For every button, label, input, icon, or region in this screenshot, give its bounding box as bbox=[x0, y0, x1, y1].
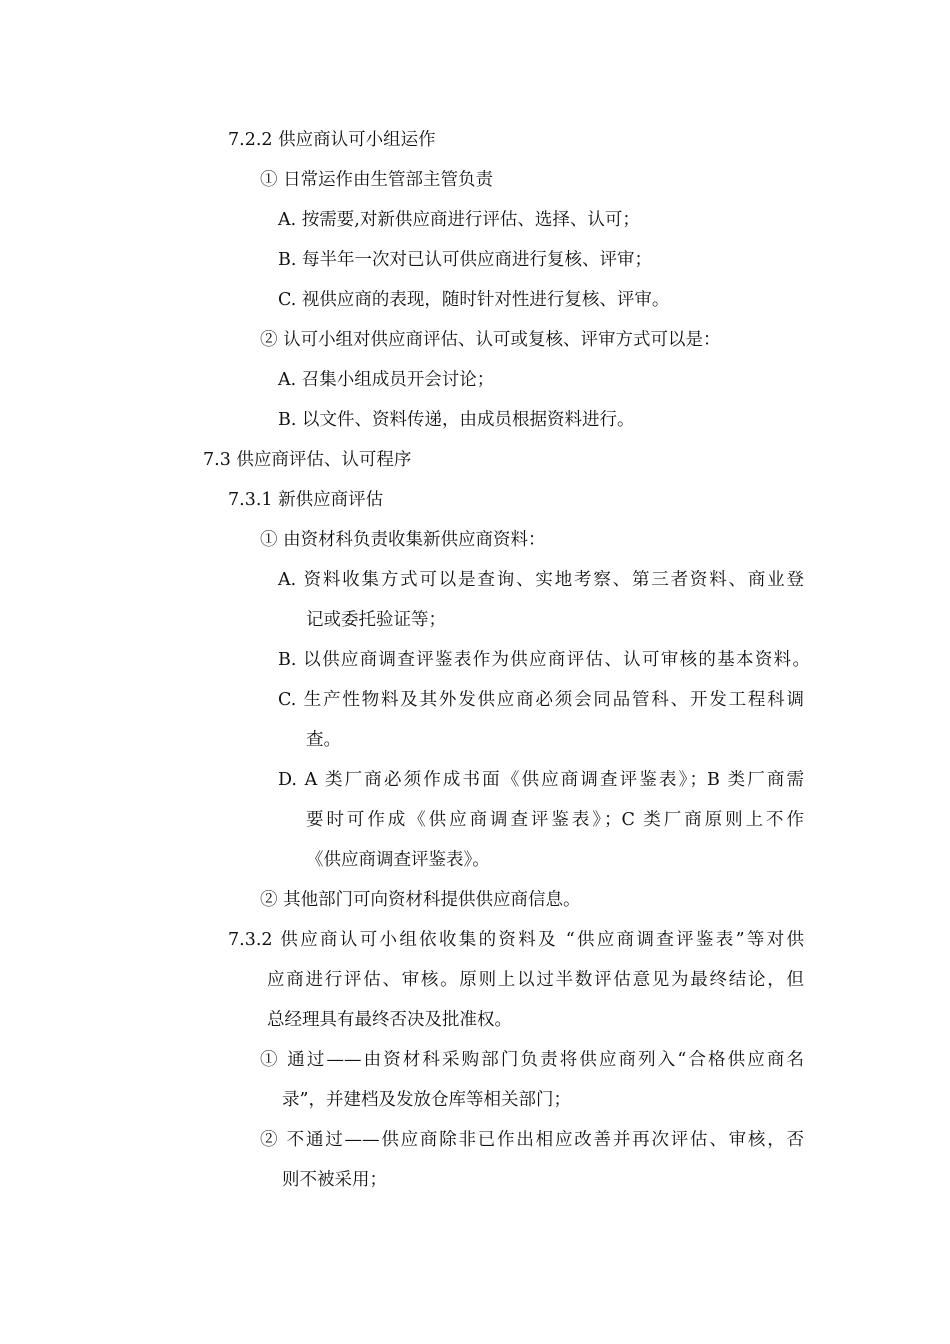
paragraph-continuation: 应商进行评估、审核。原则上以过半数评估意见为最终结论，但 bbox=[267, 970, 804, 990]
list-item: ① 日常运作由生管部主管负责 bbox=[260, 170, 494, 190]
list-item-continuation: 则不被采用； bbox=[282, 1170, 387, 1190]
list-item: ② 不通过——供应商除非已作出相应改善并再次评估、审核，否 bbox=[260, 1130, 804, 1150]
list-item: B. 每半年一次对已认可供应商进行复核、评审； bbox=[278, 250, 652, 270]
list-item-continuation: 要时可作成《供应商调查评鉴表》；C 类厂商原则上不作 bbox=[306, 810, 804, 830]
paragraph-continuation: 总经理具有最终否决及批准权。 bbox=[267, 1010, 512, 1030]
list-item: C. 视供应商的表现，随时针对性进行复核、评审。 bbox=[278, 290, 670, 310]
list-item: A. 资料收集方式可以是查询、实地考察、第三者资料、商业登 bbox=[278, 570, 804, 590]
list-item-continuation: 记或委托验证等； bbox=[306, 610, 446, 630]
list-item-continuation: 查。 bbox=[306, 730, 341, 750]
list-item: B. 以文件、资料传递，由成员根据资料进行。 bbox=[278, 410, 635, 430]
list-item: D. A 类厂商必须作成书面《供应商调查评鉴表》；B 类厂商需 bbox=[278, 770, 804, 790]
list-item: ② 其他部门可向资材科提供供应商信息。 bbox=[260, 890, 581, 910]
list-item: ① 由资材科负责收集新供应商资料： bbox=[260, 530, 546, 550]
list-item: A. 召集小组成员开会讨论； bbox=[278, 370, 495, 390]
list-item-continuation: 《供应商调查评鉴表》。 bbox=[306, 850, 490, 870]
section-heading-7-2-2: 7.2.2 供应商认可小组运作 bbox=[228, 130, 436, 150]
list-item: A. 按需要,对新供应商进行评估、选择、认可； bbox=[278, 210, 640, 230]
section-heading-7-3: 7.3 供应商评估、认可程序 bbox=[203, 450, 412, 470]
list-item: ① 通过——由资材科采购部门负责将供应商列入“合格供应商名 bbox=[260, 1050, 804, 1070]
list-item: B. 以供应商调查评鉴表作为供应商评估、认可审核的基本资料。 bbox=[278, 650, 810, 670]
list-item: C. 生产性物料及其外发供应商必须会同品管科、开发工程科调 bbox=[278, 690, 804, 710]
section-heading-7-3-2: 7.3.2 供应商认可小组依收集的资料及 “供应商调查评鉴表”等对供 bbox=[228, 930, 804, 950]
list-item-continuation: 录”，并建档及发放仓库等相关部门； bbox=[282, 1090, 571, 1110]
section-heading-7-3-1: 7.3.1 新供应商评估 bbox=[228, 490, 384, 510]
list-item: ② 认可小组对供应商评估、认可或复核、评审方式可以是： bbox=[260, 330, 721, 350]
